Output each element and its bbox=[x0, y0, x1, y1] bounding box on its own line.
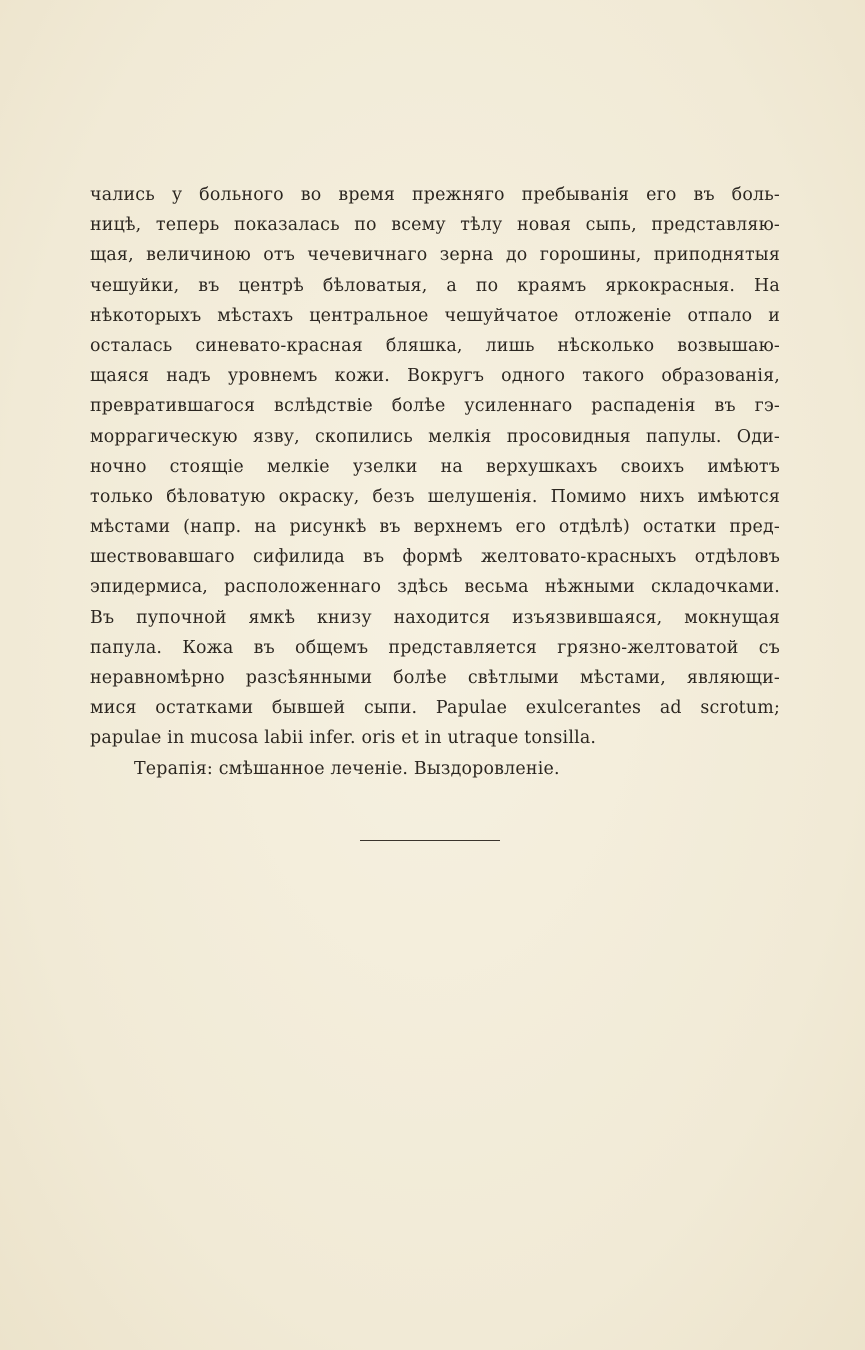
text-line: papulae in mucosa labii infer. oris et in utraque tonsilla. bbox=[90, 728, 597, 749]
text-line: щаяся надъ уровнемъ кожи. Вокругъ одного такого образованія, bbox=[90, 366, 780, 387]
text-line: чешуйки, въ центрѣ бѣловатыя, а по краямъ яркокрасныя. На bbox=[90, 275, 780, 296]
text-line: моррагическую язву, скопились мелкія просовидныя папулы. Оди- bbox=[90, 426, 780, 447]
text-line: осталась синевато-красная бляшка, лишь нѣсколько возвышаю- bbox=[90, 335, 780, 356]
text-line: ницѣ, теперь показалась по всему тѣлу новая сыпь, представляю- bbox=[90, 215, 780, 236]
text-line: Въ пупочной ямкѣ книзу находится изъязвившаяся, мокнущая bbox=[90, 607, 780, 628]
text-line: папула. Кожа въ общемъ представляется грязно-желтоватой съ bbox=[90, 637, 780, 658]
text-line: шествовавшаго сифилида въ формѣ желтовато-красныхъ отдѣловъ bbox=[90, 547, 780, 568]
therapy-line: Терапія: смѣшанное леченіе. Выздоровленіе. bbox=[134, 758, 560, 779]
text-line: нѣкоторыхъ мѣстахъ центральное чешуйчатое отложеніе отпало и bbox=[90, 305, 780, 326]
text-line: только бѣловатую окраску, безъ шелушенія. Помимо нихъ имѣются bbox=[90, 486, 780, 507]
text-line: мися остатками бывшей сыпи. Papulae exulcerantes ad scrotum; bbox=[90, 698, 780, 719]
text-line: чались у больного во время прежняго пребыванія его въ боль- bbox=[90, 185, 780, 205]
section-divider bbox=[360, 840, 500, 841]
text-line: неравномѣрно разсѣянными болѣе свѣтлыми мѣстами, являющи- bbox=[90, 668, 780, 688]
text-line: эпидермиса, расположеннаго здѣсь весьма нѣжными складочками. bbox=[90, 577, 780, 598]
text-line: мѣстами (напр. на рисункѣ въ верхнемъ его отдѣлѣ) остатки пред- bbox=[90, 517, 780, 538]
text-line: щая, величиною отъ чечевичнаго зерна до горошины, приподнятыя bbox=[90, 245, 780, 266]
text-line: ночно стоящіе мелкіе узелки на верхушкахъ своихъ имѣютъ bbox=[90, 456, 780, 477]
text-line: превратившагося вслѣдствіе болѣе усиленнаго распаденія въ гэ- bbox=[90, 396, 780, 417]
body-text bbox=[90, 180, 780, 784]
